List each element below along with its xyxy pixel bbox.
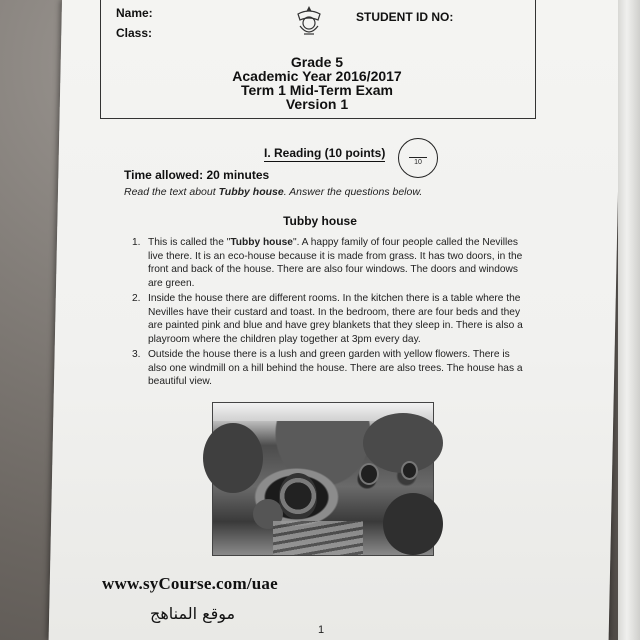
paragraph-number: 2.: [132, 293, 141, 304]
class-label: Class:: [116, 26, 153, 40]
exam-version: Version 1: [285, 96, 349, 112]
paragraph-number: 3.: [132, 349, 141, 360]
section-title: I. Reading (10 points): [264, 146, 386, 160]
paper-stack-edge: [618, 0, 640, 640]
paragraph-2: [132, 292, 524, 346]
instruction-bold: Tubby house: [218, 186, 284, 198]
instruction-post: . Answer the questions below.: [283, 186, 423, 198]
time-label: Time allowed:: [124, 168, 204, 182]
student-id-label: STUDENT ID NO:: [356, 10, 454, 24]
paragraph-number: 1.: [132, 237, 141, 248]
instructions: [124, 186, 422, 198]
time-allowed: [124, 168, 269, 182]
score-total: 10: [414, 159, 422, 166]
paragraph-text: Inside the house there are different rooms. In the kitchen there is a table where the Nevilles have their custard and toast. In the bedroom, there are four beds and they are painted pink and blue and have grey blankets that they sleep in. There is also a playroom where the children play together at 3pm every day.: [148, 293, 523, 345]
instruction-pre: Read the text about: [124, 186, 219, 198]
name-label: Name:: [116, 6, 153, 20]
page-number: 1: [318, 624, 325, 636]
exam-grade: Grade 5: [290, 54, 344, 70]
exam-term: Term 1 Mid-Term Exam: [241, 82, 393, 98]
exam-academic-year: Academic Year 2016/2017: [232, 68, 402, 84]
watermark-arabic: موقع المناهج: [150, 604, 236, 623]
uae-emblem-icon: [294, 4, 324, 40]
hobbit-house-photo: [212, 402, 434, 556]
watermark-url: www.syCourse.com/uae: [102, 574, 278, 593]
paragraph-text: This is called the ": [148, 237, 231, 248]
paragraph-text: Outside the house there is a lush and green garden with yellow flowers. There is also one windmill on a hill behind the house. There are also trees. The house has a beautiful view.: [148, 349, 523, 387]
text-title: Tubby house: [283, 214, 357, 228]
paragraph-3: [132, 348, 524, 389]
paragraph-text: ". A happy family of four people called the Nevilles live there. It is an eco-house because it is made from grass. It has two doors, in the front and back of the house. There are also four windows. The doors and windows are green.: [148, 237, 523, 289]
time-value: 20 minutes: [206, 168, 270, 182]
paragraph-bold: Tubby house: [230, 237, 293, 248]
paragraph-1: [132, 236, 524, 290]
score-circle: [398, 138, 438, 178]
